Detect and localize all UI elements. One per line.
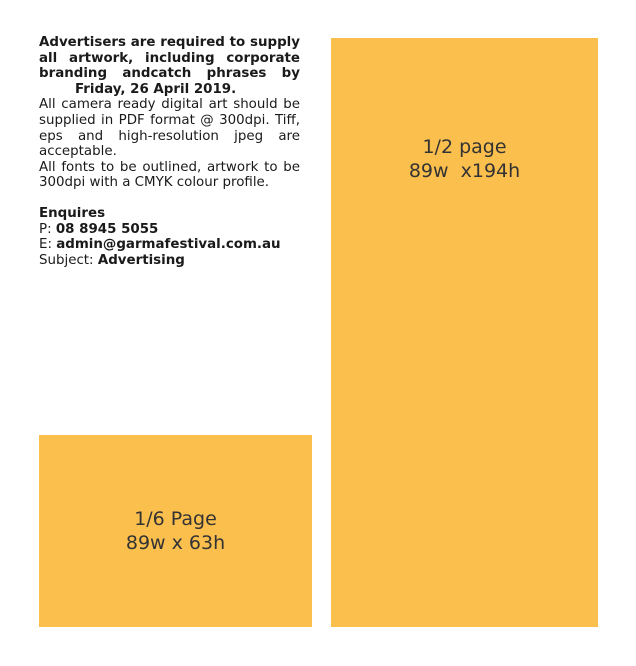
email-label: E: [39,237,57,253]
sixth-page-size: 89w x 63h [125,532,226,554]
sixth-page-title: 1/6 Page [134,508,217,530]
half-page-ad-box [331,38,598,627]
email-line [39,237,300,253]
subject-line [39,253,300,269]
font-requirements: All fonts to be outlined, artwork to be 300dpi with a CMYK colour profile. [39,159,300,191]
subject-label: Subject: [39,252,98,268]
phone-line [39,222,300,238]
deadline-notice [39,35,300,97]
phone-label: P: [39,221,56,237]
deadline-date: Friday, 26 April 2019. [75,81,237,97]
deadline-text: Advertisers are required to supply all artwork, including corporate branding andcatch phrases by [39,35,300,82]
section-spacer [39,191,300,206]
format-requirements: All camera ready digital art should be supplied in PDF format @ 300dpi. Tiff, eps and high-resolution jpeg are acceptable. [39,97,300,160]
sixth-page-ad-box [39,435,312,627]
subject-value: Advertising [97,252,185,268]
half-page-title: 1/2 page [422,136,507,158]
enquires-heading: Enquires [39,205,106,221]
phone-number: 08 8945 5055 [55,221,159,237]
half-page-size: 89w x194h [408,160,521,182]
artwork-requirements [39,35,300,268]
email-address: admin@garmafestival.com.au [56,237,281,253]
